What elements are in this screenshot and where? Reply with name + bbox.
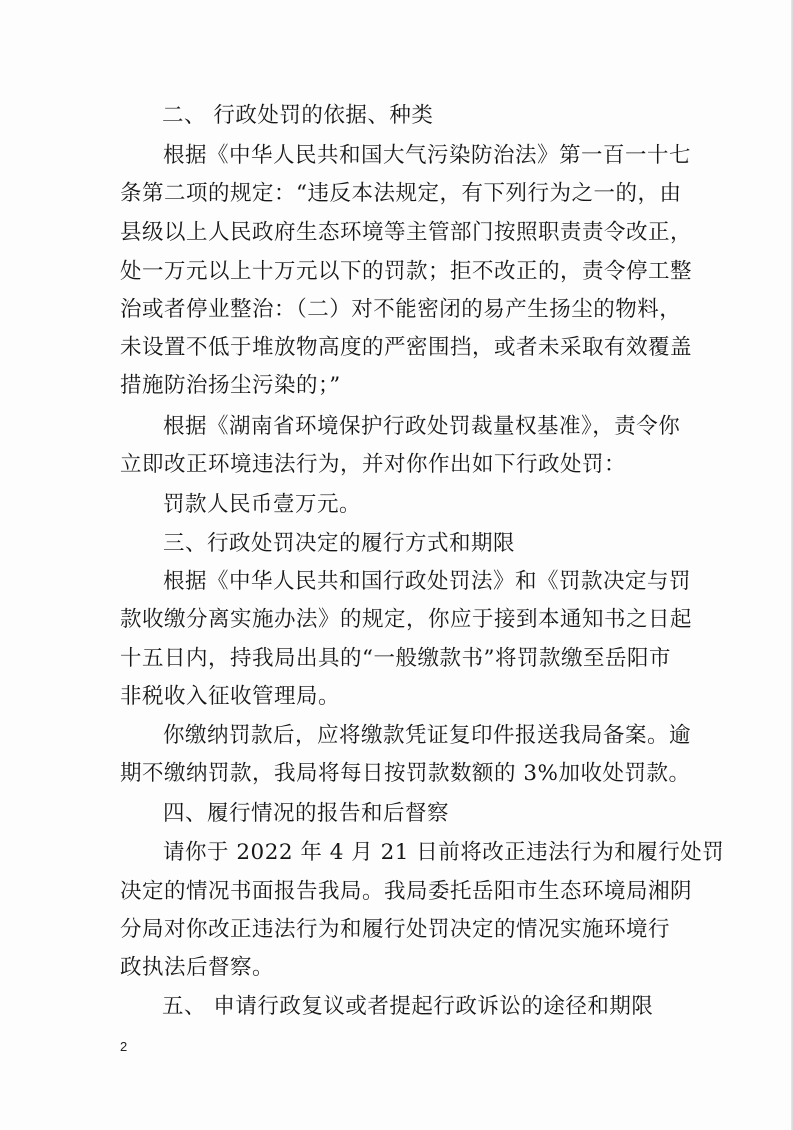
paragraph-line: 治或者停业整治：（二）对不能密闭的易产生扬尘的物料， [120,296,682,322]
paragraph-line: 政执法后督察。 [120,955,275,981]
section-heading-4: 四、履行情况的报告和后督察 [163,801,450,827]
paragraph-line: 县级以上人民政府生态环境等主管部门按照职责责令改正， [120,220,693,245]
paragraph-line: 十五日内，持我局出具的“一般缴款书”将罚款缴至岳阳市 [120,645,671,671]
page-number: 2 [120,1039,128,1054]
paragraph-line: 款收缴分离实施办法》的规定，你应于接到本通知书之日起 [120,607,693,632]
section-heading-3: 三、行政处罚决定的履行方式和期限 [163,530,516,556]
paragraph-line: 立即改正环境违法行为，并对你作出如下行政处罚： [120,452,627,478]
paragraph-line: 你缴纳罚款后，应将缴款凭证复印件报送我局备案。逾 [163,723,692,749]
paragraph-line: 根据《湖南省环境保护行政处罚裁量权基准》，责令你 [163,413,681,439]
paragraph-line: 条第二项的规定：“违反本法规定，有下列行为之一的，由 [120,181,682,207]
paragraph-line: 请你于 2022 年 4 月 21 日前将改正违法行为和履行处罚 [163,840,725,866]
paragraph-line: 期不缴纳罚款，我局将每日按罚款数额的 3%加收处罚款。 [120,760,691,786]
paragraph-line: 根据《中华人民共和国行政处罚法》和《罚款决定与罚 [163,569,692,595]
penalty-amount: 罚款人民币壹万元。 [163,491,362,517]
paragraph-line: 未设置不低于堆放物高度的严密围挡，或者未采取有效覆盖 [120,335,693,361]
section-heading-5: 五、 申请行政复议或者提起行政诉讼的途径和期限 [162,994,654,1019]
paragraph-line: 分局对你改正违法行为和履行处罚决定的情况实施环境行 [120,916,671,942]
paragraph-line: 非税收入征收管理局。 [120,683,341,709]
paragraph-line: 措施防治扬尘污染的；” [120,373,341,398]
paragraph-line: 处一万元以上十万元以下的罚款；拒不改正的，责令停工整 [120,258,693,284]
paragraph-line: 根据《中华人民共和国大气污染防治法》第一百一十七 [163,142,692,168]
section-heading-2: 二、 行政处罚的依据、种类 [162,103,434,128]
paragraph-line: 决定的情况书面报告我局。我局委托岳阳市生态环境局湘阴 [120,878,693,904]
